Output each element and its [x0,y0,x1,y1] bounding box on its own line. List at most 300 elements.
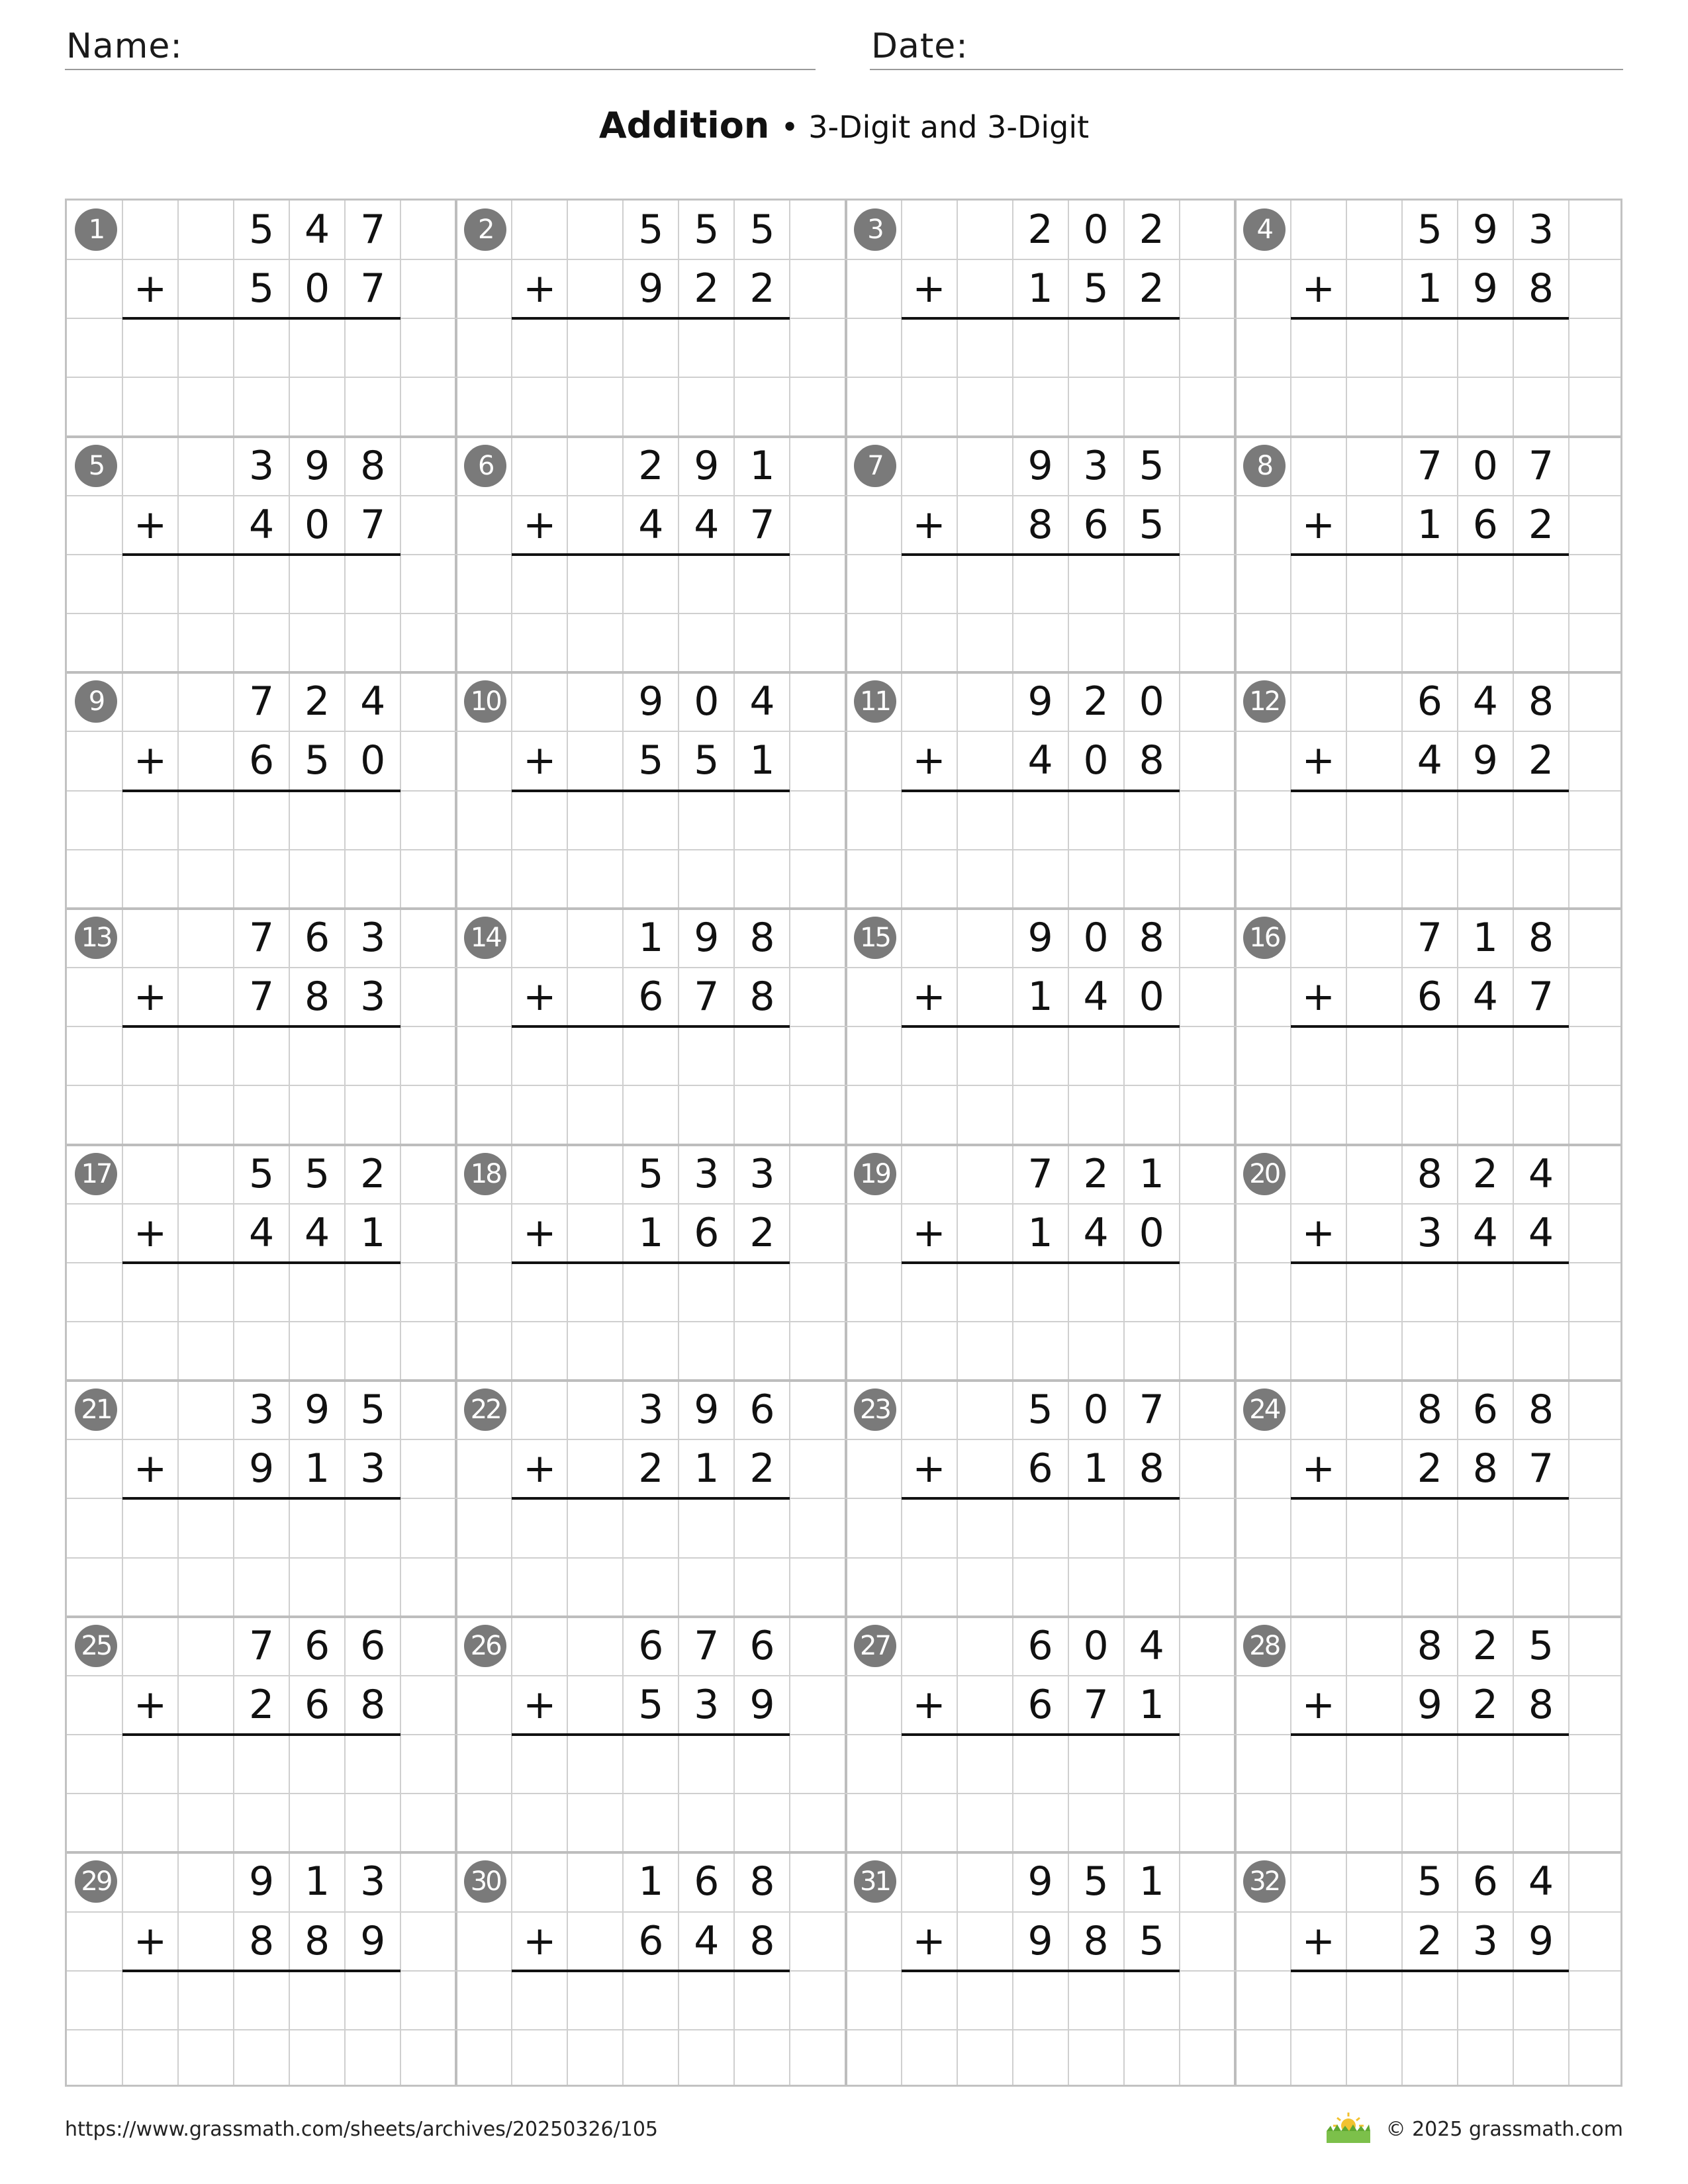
digit-cell: 4 [1472,974,1498,1021]
digit-cell: 5 [1139,1917,1164,1964]
plus-sign: + [523,1209,557,1256]
bottom-addend [1291,1204,1569,1263]
digit-cell: 2 [1139,265,1164,312]
problem [67,909,456,1144]
problem [846,1617,1235,1852]
plus-sign: + [133,265,167,312]
bottom-addend [902,1676,1180,1735]
problem-number-badge: 14 [464,917,506,959]
digit-cell: 5 [694,737,720,784]
digit-cell: 7 [360,501,386,548]
top-addend [122,1145,400,1204]
top-addend [122,1381,400,1439]
problem-number-badge: 28 [1243,1625,1286,1667]
problem [846,437,1235,672]
answer-line [902,790,1180,792]
top-addend [1291,1852,1569,1911]
answer-line [1291,1497,1569,1500]
bottom-addend [512,1676,790,1735]
problem [67,672,456,908]
problem-number-badge: 19 [854,1153,896,1195]
digit-cell: 4 [1528,1858,1554,1905]
digit-cell: 9 [1472,265,1498,312]
plus-sign: + [1301,1209,1335,1256]
digit-cell: 0 [305,265,330,312]
bottom-addend [512,1204,790,1263]
digit-cell: 2 [1528,501,1554,548]
plus-sign: + [912,1445,946,1492]
answer-line [1291,790,1569,792]
digit-cell: 2 [1472,1681,1498,1728]
top-addend [902,672,1180,731]
digit-cell: 4 [694,501,720,548]
bottom-addend [512,968,790,1026]
digit-cell: 6 [305,914,330,961]
grass-sun-logo-icon [1324,2110,1373,2144]
top-addend [122,909,400,968]
plus-sign: + [523,265,557,312]
answer-line [1291,1733,1569,1736]
digit-cell: 3 [638,1387,664,1433]
answer-line [512,317,790,320]
digit-cell: 9 [694,442,720,489]
plus-sign: + [523,501,557,548]
plus-sign: + [1301,1681,1335,1728]
digit-cell: 1 [1417,265,1442,312]
plus-sign: + [133,501,167,548]
problem [846,909,1235,1144]
plus-sign: + [1301,501,1335,548]
digit-cell: 2 [1083,1150,1109,1197]
digit-cell: 1 [749,442,775,489]
footer-copyright: © 2025 grassmath.com [1385,2118,1623,2141]
digit-cell: 1 [1027,1209,1053,1256]
digit-cell: 9 [249,1858,275,1905]
bottom-addend [122,1204,400,1263]
plus-sign: + [1301,1917,1335,1964]
digit-cell: 8 [305,974,330,1021]
digit-cell: 6 [694,1858,720,1905]
digit-cell: 2 [1083,678,1109,725]
digit-cell: 1 [1472,914,1498,961]
answer-line [512,1497,790,1500]
digit-cell: 8 [749,974,775,1021]
top-addend [512,1852,790,1911]
digit-cell: 8 [1027,501,1053,548]
problem-number-badge: 11 [854,680,896,723]
bottom-addend [1291,731,1569,790]
problem-number-badge: 20 [1243,1153,1286,1195]
plus-sign: + [912,1209,946,1256]
digit-cell: 6 [638,1622,664,1669]
digit-cell: 1 [1027,974,1053,1021]
digit-cell: 3 [694,1150,720,1197]
plus-sign: + [523,1445,557,1492]
top-addend [1291,672,1569,731]
problem-number-badge: 29 [75,1860,117,1903]
top-addend [902,909,1180,968]
digit-cell: 5 [638,1681,664,1728]
answer-line [902,1970,1180,1972]
digit-cell: 0 [305,501,330,548]
digit-cell: 2 [305,678,330,725]
answer-line [122,553,400,556]
bottom-addend [902,496,1180,555]
problem [1235,909,1624,1144]
digit-cell: 5 [305,1150,330,1197]
digit-cell: 6 [1027,1445,1053,1492]
bottom-addend [122,731,400,790]
top-addend [512,437,790,496]
bottom-addend [902,1912,1180,1971]
digit-cell: 7 [1139,1387,1164,1433]
digit-cell: 4 [1528,1150,1554,1197]
bottom-addend [902,731,1180,790]
date-field[interactable] [870,21,1623,70]
digit-cell: 8 [1417,1150,1442,1197]
digit-cell: 6 [1472,1858,1498,1905]
digit-cell: 7 [1528,974,1554,1021]
digit-cell: 6 [1472,1387,1498,1433]
digit-cell: 6 [638,1917,664,1964]
plus-sign: + [133,1445,167,1492]
digit-cell: 2 [1417,1917,1442,1964]
digit-cell: 4 [249,1209,275,1256]
digit-cell: 9 [1528,1917,1554,1964]
digit-cell: 7 [1528,442,1554,489]
digit-cell: 4 [305,1209,330,1256]
digit-cell: 2 [638,442,664,489]
answer-line [512,1025,790,1028]
digit-cell: 7 [1027,1150,1053,1197]
answer-line [1291,553,1569,556]
digit-cell: 1 [305,1445,330,1492]
problem-number-badge: 5 [75,445,117,487]
digit-cell: 5 [305,737,330,784]
digit-cell: 2 [638,1445,664,1492]
answer-line [902,1025,1180,1028]
problem-number-badge: 13 [75,917,117,959]
name-field[interactable] [65,21,816,70]
digit-cell: 5 [1417,1858,1442,1905]
plus-sign: + [523,737,557,784]
problem [67,1852,456,2088]
problem [456,672,845,908]
digit-cell: 8 [1139,914,1164,961]
top-addend [902,201,1180,259]
digit-cell: 7 [694,1622,720,1669]
digit-cell: 3 [360,1858,386,1905]
digit-cell: 5 [1083,265,1109,312]
digit-cell: 7 [1417,914,1442,961]
bottom-addend [122,259,400,318]
digit-cell: 8 [249,1917,275,1964]
plus-sign: + [1301,974,1335,1021]
digit-cell: 8 [305,1917,330,1964]
digit-cell: 9 [305,1387,330,1433]
title-subtitle: • 3-Digit and 3-Digit [780,109,1090,145]
digit-cell: 0 [1472,442,1498,489]
digit-cell: 2 [1528,737,1554,784]
problem [67,201,456,436]
top-addend [122,201,400,259]
problem [1235,1852,1624,2088]
bottom-addend [1291,1676,1569,1735]
digit-cell: 5 [1417,206,1442,253]
digit-cell: 4 [1139,1622,1164,1669]
digit-cell: 0 [360,737,386,784]
problem-number-badge: 16 [1243,917,1286,959]
digit-cell: 5 [249,265,275,312]
plus-sign: + [523,974,557,1021]
answer-line [902,1261,1180,1264]
problem [456,437,845,672]
plus-sign: + [1301,265,1335,312]
digit-cell: 5 [749,206,775,253]
answer-line [512,1970,790,1972]
worksheet-title [0,105,1688,146]
problem-number-badge: 18 [464,1153,506,1195]
answer-line [122,317,400,320]
problem [67,1617,456,1852]
plus-sign: + [133,1209,167,1256]
problem-number-badge: 9 [75,680,117,723]
top-addend [122,1617,400,1676]
problem [846,672,1235,908]
digit-cell: 3 [360,1445,386,1492]
digit-cell: 6 [1083,501,1109,548]
digit-cell: 6 [305,1622,330,1669]
digit-cell: 5 [1027,1387,1053,1433]
digit-cell: 0 [1139,1209,1164,1256]
problem [1235,1381,1624,1616]
digit-cell: 5 [249,1150,275,1197]
digit-cell: 1 [1139,1150,1164,1197]
digit-cell: 1 [749,737,775,784]
plus-sign: + [912,737,946,784]
digit-cell: 0 [1083,737,1109,784]
digit-cell: 2 [360,1150,386,1197]
digit-cell: 5 [360,1387,386,1433]
digit-cell: 5 [1083,1858,1109,1905]
top-addend [902,437,1180,496]
digit-cell: 2 [1027,206,1053,253]
plus-sign: + [133,1917,167,1964]
digit-cell: 4 [249,501,275,548]
answer-line [1291,317,1569,320]
answer-line [902,553,1180,556]
plus-sign: + [912,1917,946,1964]
problem-number-badge: 8 [1243,445,1286,487]
digit-cell: 6 [1417,678,1442,725]
digit-cell: 7 [1083,1681,1109,1728]
plus-sign: + [912,265,946,312]
digit-cell: 3 [249,442,275,489]
digit-cell: 8 [749,914,775,961]
digit-cell: 9 [1027,1858,1053,1905]
top-addend [512,1145,790,1204]
answer-line [1291,1025,1569,1028]
digit-cell: 3 [1083,442,1109,489]
digit-cell: 9 [249,1445,275,1492]
digit-cell: 1 [1083,1445,1109,1492]
digit-cell: 9 [1472,206,1498,253]
problem [456,1145,845,1381]
problem [456,909,845,1144]
digit-cell: 1 [305,1858,330,1905]
problem-number-badge: 32 [1243,1860,1286,1903]
digit-cell: 0 [1083,206,1109,253]
top-addend [1291,1381,1569,1439]
problem [456,1381,845,1616]
digit-cell: 9 [1027,914,1053,961]
digit-cell: 1 [1027,265,1053,312]
digit-cell: 4 [1027,737,1053,784]
problem-number-badge: 30 [464,1860,506,1903]
digit-cell: 4 [1417,737,1442,784]
top-addend [512,1617,790,1676]
problem-number-badge: 23 [854,1388,896,1431]
digit-cell: 7 [249,974,275,1021]
problem-number-badge: 3 [854,208,896,251]
problem [1235,437,1624,672]
footer-url[interactable]: https://www.grassmath.com/sheets/archives/20250326/105 [65,2118,659,2141]
digit-cell: 2 [694,265,720,312]
digit-cell: 8 [749,1917,775,1964]
digit-cell: 4 [749,678,775,725]
top-addend [122,1852,400,1911]
problem [67,1145,456,1381]
digit-cell: 6 [749,1387,775,1433]
answer-line [902,317,1180,320]
digit-cell: 6 [749,1622,775,1669]
digit-cell: 9 [360,1917,386,1964]
digit-cell: 1 [638,1858,664,1905]
plus-sign: + [912,1681,946,1728]
digit-cell: 1 [1139,1858,1164,1905]
bottom-addend [122,1912,400,1971]
digit-cell: 8 [1417,1387,1442,1433]
top-addend [512,1381,790,1439]
digit-cell: 4 [1472,1209,1498,1256]
bottom-addend [512,731,790,790]
digit-cell: 9 [1027,678,1053,725]
answer-line [512,553,790,556]
digit-cell: 6 [249,737,275,784]
digit-cell: 5 [1528,1622,1554,1669]
answer-line [512,1733,790,1736]
digit-cell: 9 [638,678,664,725]
answer-line [122,1261,400,1264]
bottom-addend [902,259,1180,318]
problem-number-badge: 17 [75,1153,117,1195]
digit-cell: 9 [1027,442,1053,489]
top-addend [902,1617,1180,1676]
digit-cell: 3 [1472,1917,1498,1964]
digit-cell: 9 [1472,737,1498,784]
bottom-addend [1291,1912,1569,1971]
top-addend [902,1145,1180,1204]
answer-line [122,790,400,792]
problem-number-badge: 2 [464,208,506,251]
digit-cell: 3 [360,914,386,961]
digit-cell: 9 [1027,1917,1053,1964]
problem [846,1381,1235,1616]
answer-line [1291,1261,1569,1264]
digit-cell: 9 [638,265,664,312]
digit-cell: 2 [1472,1622,1498,1669]
problem [67,1381,456,1616]
digit-cell: 1 [1417,501,1442,548]
top-addend [1291,437,1569,496]
digit-cell: 2 [1139,206,1164,253]
answer-line [512,1261,790,1264]
digit-cell: 8 [1528,1387,1554,1433]
digit-cell: 2 [249,1681,275,1728]
problem-number-badge: 4 [1243,208,1286,251]
problem-number-badge: 27 [854,1625,896,1667]
digit-cell: 5 [1139,442,1164,489]
title-main: Addition [598,105,770,146]
digit-cell: 6 [1027,1681,1053,1728]
digit-cell: 6 [305,1681,330,1728]
digit-cell: 5 [1139,501,1164,548]
problem-number-badge: 6 [464,445,506,487]
problem-number-badge: 12 [1243,680,1286,723]
bottom-addend [512,1912,790,1971]
bottom-addend [512,1439,790,1498]
problem [456,1852,845,2088]
problem-number-badge: 10 [464,680,506,723]
name-label: Name: [66,26,183,66]
plus-sign: + [1301,737,1335,784]
answer-line [122,1497,400,1500]
digit-cell: 7 [249,678,275,725]
digit-cell: 2 [1472,1150,1498,1197]
digit-cell: 2 [749,1445,775,1492]
date-label: Date: [871,26,968,66]
problem [1235,1145,1624,1381]
digit-cell: 7 [694,974,720,1021]
digit-cell: 5 [638,1150,664,1197]
top-addend [902,1852,1180,1911]
digit-cell: 0 [1139,678,1164,725]
digit-cell: 4 [694,1917,720,1964]
plus-sign: + [133,974,167,1021]
digit-cell: 0 [1083,1387,1109,1433]
problem-number-badge: 22 [464,1388,506,1431]
problem [1235,201,1624,436]
top-addend [122,672,400,731]
digit-cell: 4 [1528,1209,1554,1256]
digit-cell: 8 [1528,678,1554,725]
digit-cell: 5 [249,206,275,253]
bottom-addend [1291,496,1569,555]
digit-cell: 8 [1139,737,1164,784]
digit-cell: 1 [360,1209,386,1256]
digit-cell: 8 [360,442,386,489]
digit-cell: 8 [360,1681,386,1728]
problem [846,1145,1235,1381]
digit-cell: 8 [1528,914,1554,961]
answer-line [122,1733,400,1736]
bottom-addend [512,259,790,318]
digit-cell: 9 [694,914,720,961]
answer-line [902,1497,1180,1500]
digit-cell: 7 [749,501,775,548]
problem-number-badge: 7 [854,445,896,487]
top-addend [512,909,790,968]
